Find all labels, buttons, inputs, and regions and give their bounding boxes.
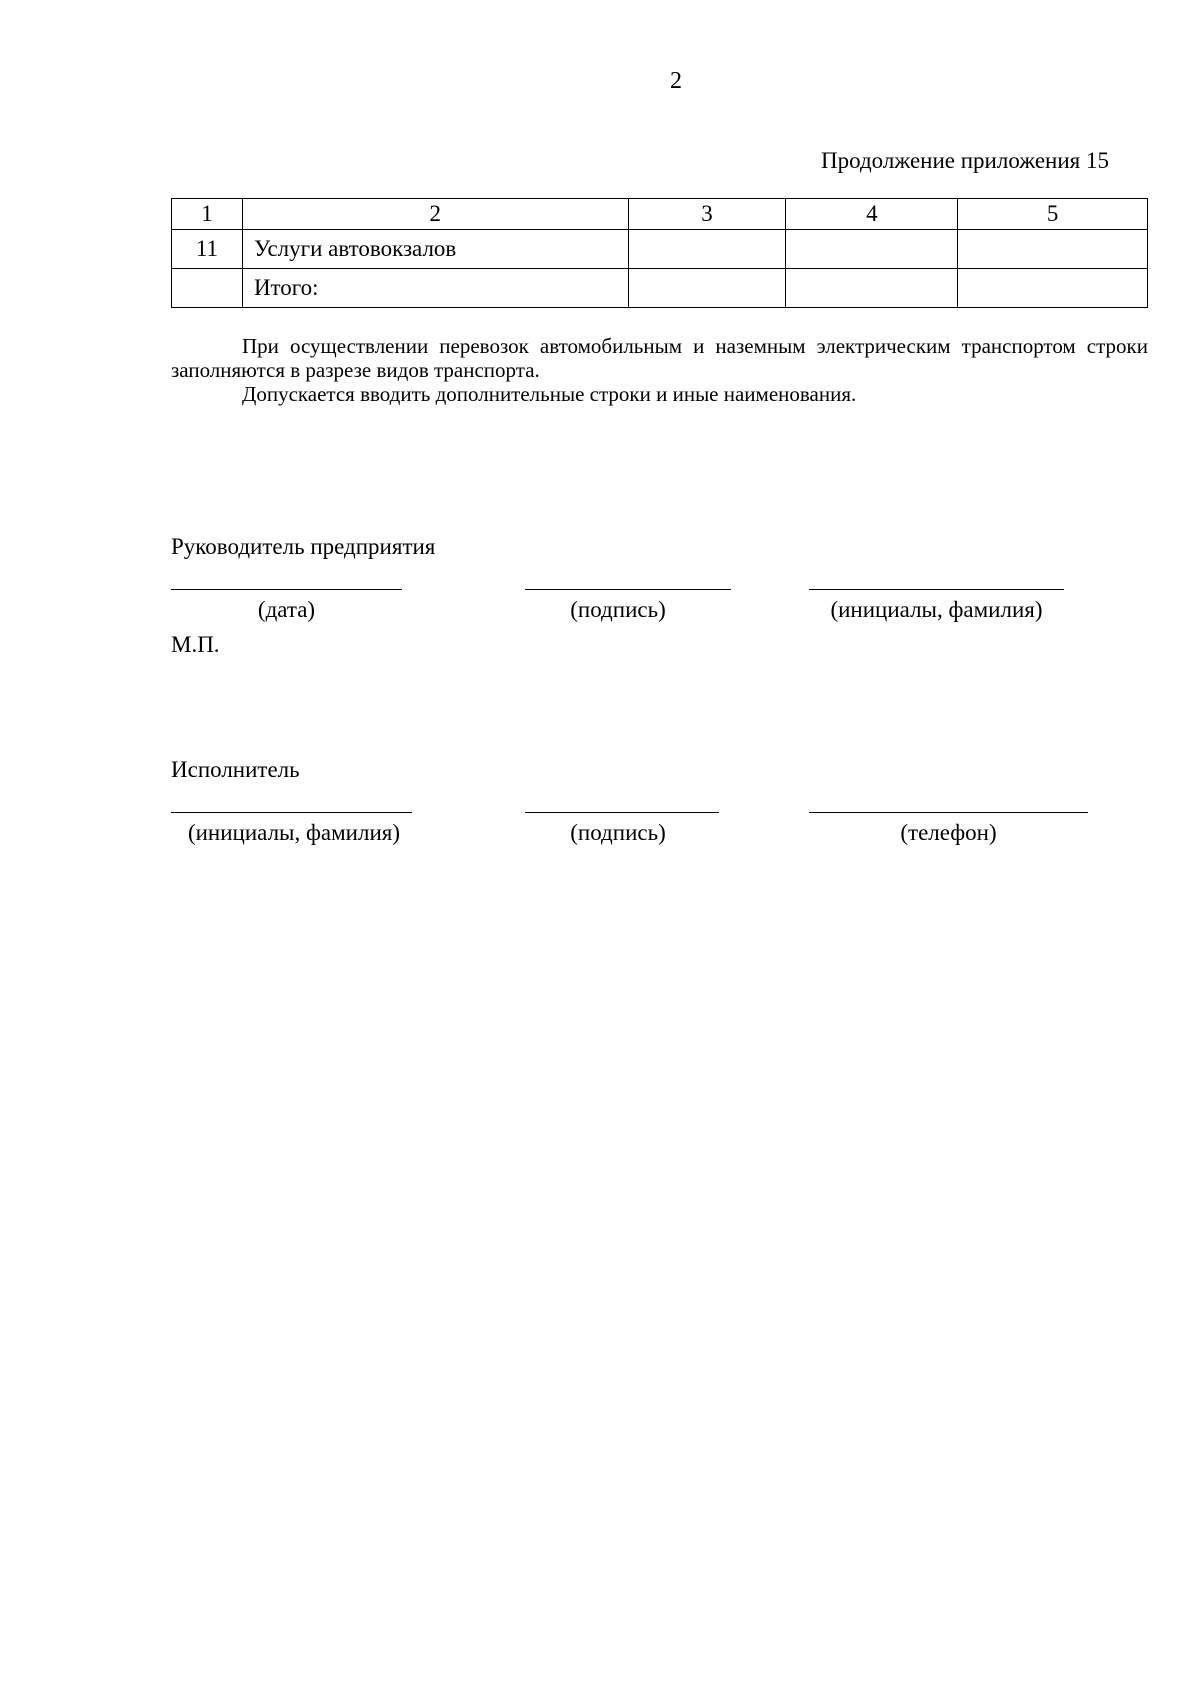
table-total-row — [172, 269, 1148, 308]
page-number: 2 — [670, 68, 682, 94]
header-cell: 2 — [242, 199, 628, 230]
executor-signature-line — [525, 812, 719, 813]
data-table — [171, 198, 1148, 308]
value-cell — [628, 230, 786, 269]
header-cell: 5 — [958, 199, 1148, 230]
note-paragraph: При осуществлении перевозок автомобильным и наземным электрическим транспортом строки заполняются в разрезе видов транспорта. — [171, 334, 1148, 382]
header-cell: 3 — [628, 199, 786, 230]
executor-name-caption: (инициалы, фамилия) — [187, 820, 401, 845]
stamp-label: М.П. — [171, 632, 220, 657]
phone-line — [809, 812, 1088, 813]
header-cell: 4 — [786, 199, 958, 230]
phone-caption: (телефон) — [900, 820, 997, 845]
executor-title: Исполнитель — [171, 757, 300, 782]
notes — [171, 334, 1148, 406]
signature-line — [525, 589, 731, 590]
value-cell — [958, 230, 1148, 269]
value-cell — [628, 269, 786, 308]
executor-name-line — [171, 812, 412, 813]
name-line — [809, 589, 1064, 590]
date-line — [171, 589, 402, 590]
note-paragraph: Допускается вводить дополнительные строки и иные наименования. — [242, 382, 857, 406]
row-number-cell — [172, 269, 243, 308]
name-caption: (инициалы, фамилия) — [830, 597, 1043, 622]
appendix-continuation: Продолжение приложения 15 — [821, 148, 1109, 173]
value-cell — [786, 230, 958, 269]
manager-title: Руководитель предприятия — [171, 534, 436, 559]
value-cell — [958, 269, 1148, 308]
row-number-cell: 11 — [172, 230, 243, 269]
header-cell: 1 — [172, 199, 243, 230]
signature-caption: (подпись) — [570, 597, 666, 622]
executor-signature-caption: (подпись) — [570, 820, 666, 845]
date-caption: (дата) — [257, 597, 316, 622]
row-name-cell: Итого: — [242, 269, 628, 308]
value-cell — [786, 269, 958, 308]
row-name-cell: Услуги автовокзалов — [242, 230, 628, 269]
table-header-row — [172, 199, 1148, 230]
table-row — [172, 230, 1148, 269]
